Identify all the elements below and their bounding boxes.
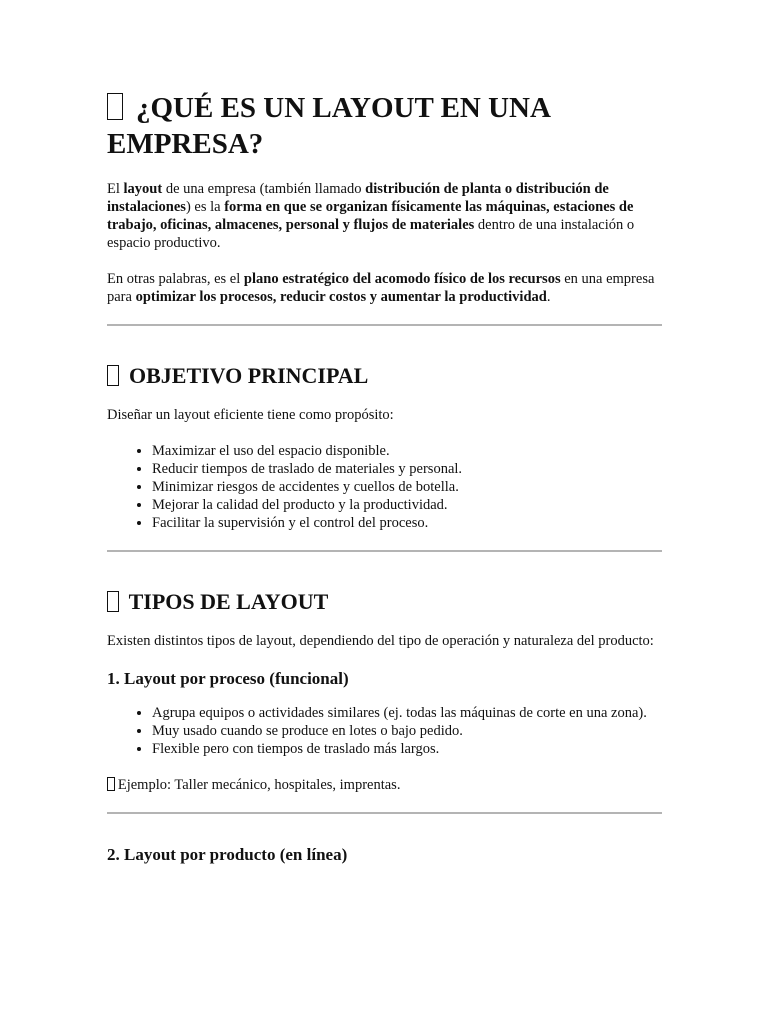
list-item: • Reducir tiempos de traslado de materiales y personal.: [152, 460, 662, 478]
list-item: • Muy usado cuando se produce en lotes o bajo pedido.: [152, 722, 662, 740]
intro-bold-definition: forma en que se organizan físicamente las máquinas, estaciones de trabajo, oficinas, almacenes, personal y flujos de materiales: [107, 199, 634, 233]
document-content: [107, 90, 662, 880]
list-item: • Facilitar la supervisión y el control del proceso.: [152, 514, 662, 532]
intro-paragraph-1: [107, 180, 662, 252]
intro-text: en una empresa para: [107, 271, 655, 305]
page-title-text: ¿QUÉ ES UN LAYOUT EN UNA EMPRESA?: [107, 92, 550, 160]
tipos-lead: Existen distintos tipos de layout, dependiendo del tipo de operación y naturaleza del producto:: [107, 633, 654, 649]
list-item: • Agrupa equipos o actividades similares (ej. todas las máquinas de corte en una zona).: [152, 704, 662, 722]
list-item: • Minimizar riesgos de accidentes y cuellos de botella.: [152, 478, 662, 496]
section-divider: [107, 550, 662, 552]
intro-bold-term: distribución de planta o distribución de instalaciones: [107, 181, 609, 215]
objetivo-lead: Diseñar un layout eficiente tiene como propósito:: [107, 407, 394, 423]
list-item: • Mejorar la calidad del producto y la productividad.: [152, 496, 662, 514]
intro-text: dentro de una instalación o espacio productivo.: [107, 217, 635, 251]
intro-paragraph-2: [107, 270, 662, 306]
missing-glyph-icon: [107, 365, 119, 386]
intro-bold-term: optimizar los procesos, reducir costos y aumentar la productividad: [135, 289, 547, 305]
intro-text: .: [546, 289, 551, 305]
example-text: Ejemplo: Taller mecánico, hospitales, imprentas.: [117, 777, 401, 793]
list-item: • Maximizar el uso del espacio disponible.: [152, 442, 662, 460]
missing-glyph-icon: [107, 777, 115, 791]
list-item: • Flexible pero con tiempos de traslado más largos.: [152, 740, 662, 758]
intro-bold-term: layout: [123, 181, 163, 197]
intro-text: El: [107, 181, 124, 197]
missing-glyph-icon: [107, 93, 123, 121]
subheading-layout-proceso: 1. Layout por proceso (funcional): [107, 669, 349, 688]
section-heading-tipos: [107, 588, 662, 616]
intro-text: de una empresa (también llamado: [162, 181, 366, 197]
subheading-layout-producto: 2. Layout por producto (en línea): [107, 845, 348, 864]
intro-text: ) es la: [185, 199, 225, 215]
page-title: [107, 90, 662, 162]
section-heading-objetivo: [107, 362, 662, 390]
section-heading-text: OBJETIVO PRINCIPAL: [128, 363, 369, 388]
section-divider: [107, 324, 662, 326]
intro-text: En otras palabras, es el: [107, 271, 244, 287]
proceso-list: [107, 704, 662, 758]
section-heading-text: TIPOS DE LAYOUT: [128, 589, 329, 614]
section-divider: [107, 812, 662, 814]
objetivo-list: [107, 442, 662, 532]
proceso-example: [107, 776, 662, 794]
intro-bold-term: plano estratégico del acomodo físico de los recursos: [243, 271, 561, 287]
missing-glyph-icon: [107, 591, 119, 612]
